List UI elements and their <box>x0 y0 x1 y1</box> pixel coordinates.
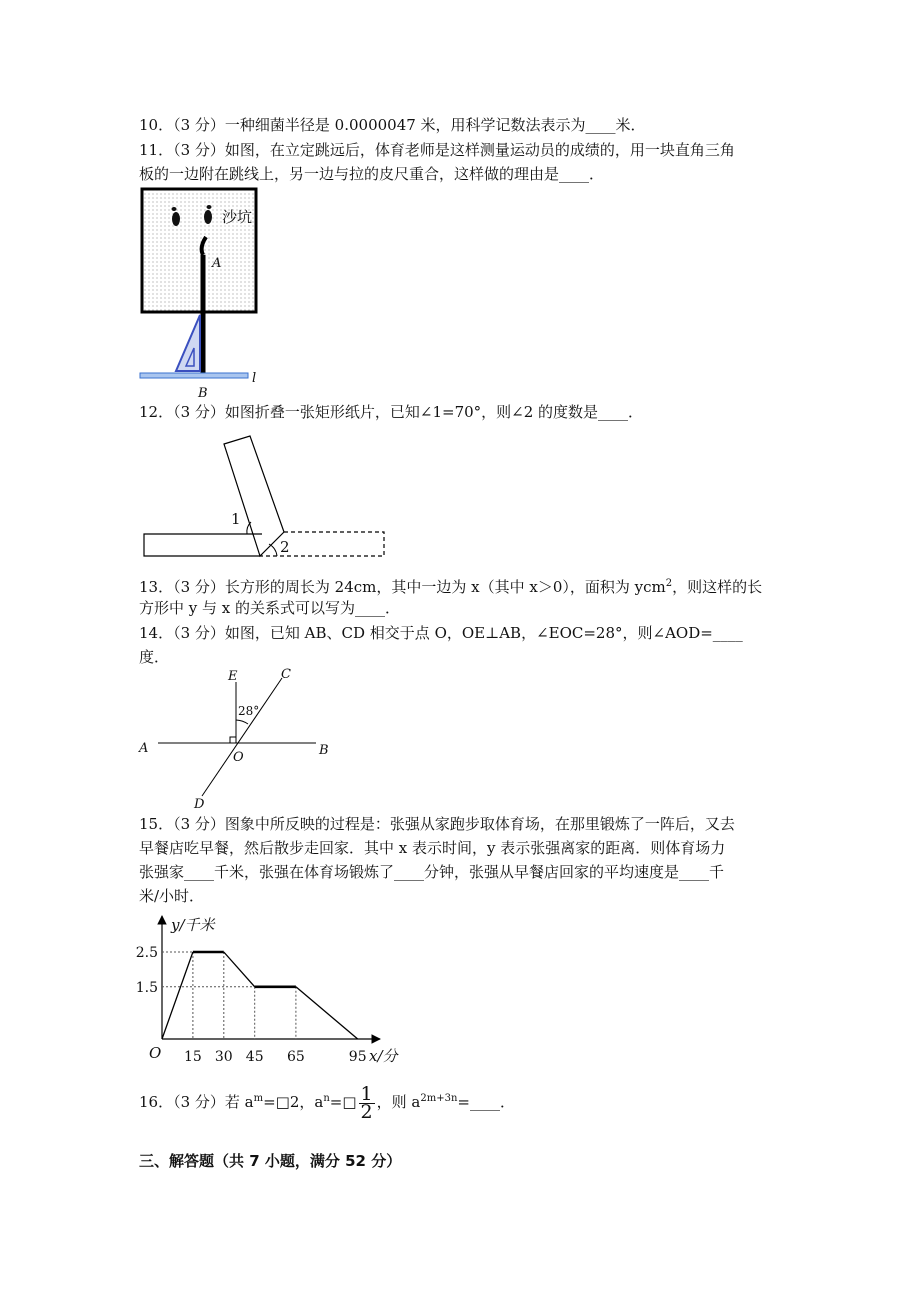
x-axis-label: x/分 <box>369 1047 398 1065</box>
paper-strip <box>144 534 262 556</box>
angle-28-label: 28° <box>238 704 260 718</box>
question-10-text: 10．（3 分）一种细菌半径是 0.0000047 米，用科学记数法表示为____米． <box>139 116 646 134</box>
point-a-label: A <box>212 256 222 271</box>
series-segment <box>162 952 193 1039</box>
folded-strip <box>224 436 284 556</box>
question-16-text: 16．（3 分）若 $a^m=□2$，$a^n=□$ $\frac{1}{2}$ ，则 $a^{2m+3n}=\_\_\_\_$． <box>139 1082 515 1123</box>
series-segment <box>224 952 255 987</box>
question-11-text-line2: 板的一边附在跳线上，另一边与拉的皮尺重合，这样做的理由是____． <box>139 165 605 183</box>
question-13-text-line1: 13．（3 分）长方形的周长为 24cm，其中一边为 x（其中 x＞0），面积为 ycm$^2$，则这样的长 <box>139 578 763 596</box>
jump-line <box>140 373 248 378</box>
folded-paper-figure <box>138 432 390 564</box>
point-b-label: B <box>198 386 208 401</box>
y-tick-label: 1.5 <box>135 979 158 996</box>
point-c-label: C <box>281 667 291 682</box>
question-11-text-line1: 11．（3 分）如图，在立定跳远后，体育老师是这样测量运动员的成绩的，用一块直角三角 <box>139 141 735 159</box>
series-line <box>162 952 358 1039</box>
sand-pit-label: 沙坑 <box>222 208 253 226</box>
guide-lines <box>162 952 296 1039</box>
y-tick-label: 2.5 <box>135 945 158 961</box>
x-tick-label: 15 <box>183 1049 202 1065</box>
x-tick-label: 95 <box>348 1049 367 1065</box>
line-cd <box>202 678 282 796</box>
section-3-title: 三、解答题（共 7 小题，满分 52 分） <box>139 1152 402 1170</box>
line-l-label: l <box>252 371 257 386</box>
long-jump-figure <box>136 185 266 403</box>
origin-label: O <box>149 1044 162 1062</box>
question-12-text: 12．（3 分）如图折叠一张矩形纸片，已知∠1=70°，则∠2 的度数是____． <box>139 403 644 421</box>
angle-1-label: 1 <box>231 510 241 528</box>
question-14-text-line2: 度． <box>139 648 170 666</box>
point-o-label: O <box>233 750 244 765</box>
right-angle-mark <box>230 737 236 743</box>
angle-2-label: 2 <box>280 538 290 556</box>
point-d-label: D <box>194 797 205 812</box>
point-b-label: B <box>319 743 329 758</box>
question-15-text-line3: 张强家____千米，张强在体育场锻炼了____分钟，张强从早餐店回家的平均速度是____千 <box>139 863 725 881</box>
x-tick-label: 45 <box>245 1049 264 1065</box>
point-a-label: A <box>139 741 149 756</box>
fraction-one-half: $\frac{1}{2}$ <box>360 1082 373 1123</box>
question-15-text-line2: 早餐店吃早餐，然后散步走回家．其中 x 表示时间，y 表示张强离家的距离．则体育场力 <box>139 839 726 857</box>
y-axis-label: y/千米 <box>171 916 215 934</box>
point-e-label: E <box>228 669 238 684</box>
x-tick-label: 30 <box>214 1049 233 1065</box>
question-14-text-line1: 14．（3 分）如图，已知 AB、CD 相交于点 O，OE⊥AB，∠EOC=28°，则∠AOD=____ <box>139 624 743 642</box>
question-13-text-line2: 方形中 y 与 x 的关系式可以写为____． <box>139 599 401 617</box>
tick-labels <box>136 945 367 1065</box>
intersecting-lines-figure <box>136 662 336 814</box>
question-15-text-line1: 15．（3 分）图象中所反映的过程是：张强从家跑步取体育场，在那里锻炼了一阵后，又去 <box>139 815 735 833</box>
x-tick-label: 65 <box>286 1049 305 1065</box>
question-15-text-line4: 米/小时． <box>139 887 205 905</box>
series-segment <box>296 987 358 1039</box>
distance-time-chart <box>135 910 405 1070</box>
